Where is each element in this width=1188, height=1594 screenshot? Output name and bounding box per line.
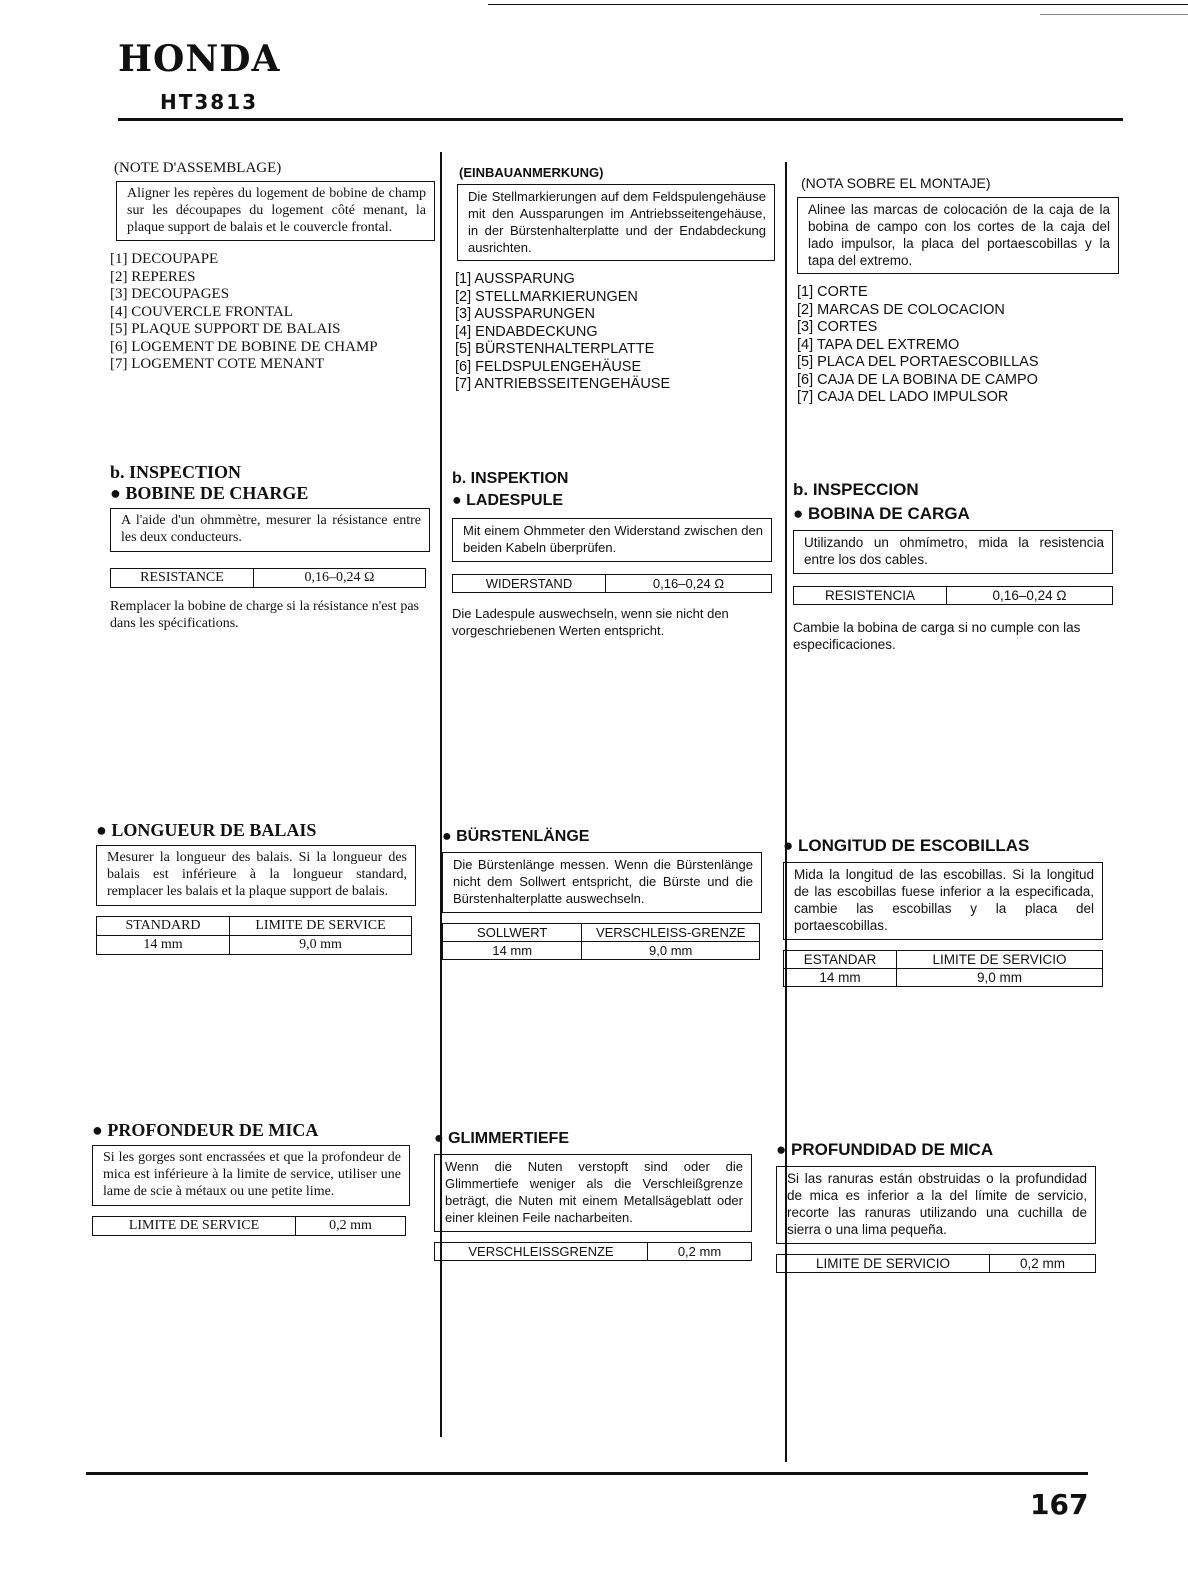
list-item: [2] MARCAS DE COLOCACION — [797, 301, 1005, 318]
brush-limit-value: 9,0 mm — [582, 942, 760, 960]
note-box: Aligner les repères du logement de bobine de champ sur les découpapes du logement côté menant, la plaque support de balais et le couvercle frontal. — [116, 181, 435, 241]
mica-table — [776, 1254, 1096, 1273]
brush-limit-label: VERSCHLEISS-GRENZE — [582, 924, 760, 942]
mica-box: Si les gorges sont encrassées et que la profondeur de mica est inférieure à la limite de service, utiliser une lame de scie à métaux ou une petite lime. — [92, 1145, 410, 1206]
column-german — [455, 165, 775, 394]
list-item: [1] AUSSPARUNG — [455, 271, 575, 287]
brush-std-label: SOLLWERT — [443, 924, 582, 942]
list-item: [4] COUVERCLE FRONTAL — [110, 303, 293, 320]
inspection-german — [452, 470, 772, 639]
note-title: (EINBAUANMERKUNG) — [459, 165, 604, 180]
brush-limit-label: LIMITE DE SERVICE — [230, 917, 412, 936]
list-item: [5] PLACA DEL PORTAESCOBILLAS — [797, 354, 1039, 370]
section-title: b. INSPECCION — [793, 480, 919, 499]
mica-table — [434, 1242, 752, 1261]
mica-table — [92, 1216, 406, 1236]
brush-title: BÜRSTENLÄNGE — [456, 828, 590, 845]
list-item: [2] REPERES — [110, 268, 196, 285]
mica-title: GLIMMERTIEFE — [448, 1130, 569, 1147]
resistance-table — [452, 574, 772, 593]
note-box: Die Stellmarkierungen auf dem Feldspulengehäuse mit den Aussparungen im Antriebsseitengehäuse, in der Bürstenhalterplatte und der Endabdeckung ausrichten. — [457, 184, 775, 261]
parts-list — [110, 251, 435, 374]
brush-title: LONGUEUR DE BALAIS — [111, 820, 317, 840]
charge-coil-heading: ● LADESPULE — [452, 492, 564, 509]
brush-box: Mida la longitud de las escobillas. Si la longitud de las escobillas fuese inferior a la especificada, cambie las escobillas y la placa del portaescobillas. — [783, 862, 1103, 940]
resistance-table — [110, 568, 426, 588]
brush-table — [442, 923, 760, 960]
list-item: [3] AUSSPARUNGEN — [455, 306, 595, 322]
inspection-spanish — [793, 480, 1113, 653]
list-item: [6] LOGEMENT DE BOBINE DE CHAMP — [110, 338, 378, 355]
mica-limit-label: LIMITE DE SERVICE — [93, 1217, 296, 1236]
list-item: [3] CORTES — [797, 319, 878, 335]
charge-coil-note: Remplacer la bobine de charge si la résistance n'est pas dans les spécifications. — [110, 599, 419, 631]
list-item: [1] DECOUPAPE — [110, 251, 219, 267]
list-item: [6] FELDSPULENGEHÄUSE — [455, 358, 642, 375]
model-number: HT3813 — [160, 90, 259, 114]
note-title: (NOTE D'ASSEMBLAGE) — [114, 160, 282, 176]
resistance-value: 0,16–0,24 Ω — [947, 587, 1113, 605]
parts-list — [455, 271, 775, 394]
resistance-value: 0,16–0,24 Ω — [254, 569, 426, 588]
mica-limit-value: 0,2 mm — [990, 1255, 1096, 1273]
brush-std-value: 14 mm — [784, 969, 897, 987]
mica-limit-label: VERSCHLEISSGRENZE — [435, 1243, 648, 1261]
charge-coil-title: BOBINA DE CARGA — [808, 504, 970, 523]
mica-limit-value: 0,2 mm — [296, 1217, 406, 1236]
brush-table — [96, 916, 412, 955]
resistance-value: 0,16–0,24 Ω — [606, 575, 772, 593]
charge-coil-note: Die Ladespule auswechseln, wenn sie nicht den vorgeschriebenen Werten entspricht. — [452, 606, 729, 638]
brush-limit-value: 9,0 mm — [230, 936, 412, 955]
list-item: [2] STELLMARKIERUNGEN — [455, 288, 638, 305]
list-item: [7] CAJA DEL LADO IMPULSOR — [797, 389, 1009, 405]
section-title: b. INSPECTION — [110, 462, 242, 482]
footer-rule — [86, 1472, 1088, 1475]
charge-coil-title: LADESPULE — [466, 492, 564, 509]
brush-heading: ● LONGITUD DE ESCOBILLAS — [783, 836, 1030, 855]
mica-title: PROFONDEUR DE MICA — [107, 1120, 319, 1140]
list-item: [7] ANTRIEBSSEITENGEHÄUSE — [455, 376, 671, 392]
charge-coil-box: Utilizando un ohmímetro, mida la resistencia entre los dos cables. — [793, 530, 1113, 574]
mica-heading: ● PROFUNDIDAD DE MICA — [776, 1140, 994, 1159]
mica-heading: ● GLIMMERTIEFE — [434, 1130, 569, 1147]
charge-coil-heading: ● BOBINE DE CHARGE — [110, 483, 309, 503]
resistance-table — [793, 586, 1113, 605]
list-item: [7] LOGEMENT COTE MENANT — [110, 356, 325, 372]
charge-coil-box: A l'aide d'un ohmmètre, mesurer la résistance entre les deux conducteurs. — [110, 508, 430, 552]
mica-german — [434, 1130, 752, 1261]
charge-coil-title: BOBINE DE CHARGE — [125, 483, 309, 503]
mica-box: Si las ranuras están obstruidas o la profundidad de mica es inferior a la del límite de servicio, recorte las ranuras utilizando una cuchilla de sierra o una lima pequeña. — [776, 1166, 1096, 1244]
list-item: [1] CORTE — [797, 284, 868, 300]
note-box: Alinee las marcas de colocación de la caja de la bobina de campo con los cortes de la caja del lado impulsor, la placa del portaescobillas y la tapa del extremo. — [797, 197, 1119, 274]
brush-spanish — [783, 836, 1103, 987]
resistance-label: WIDERSTAND — [453, 575, 606, 593]
top-scan-line-2 — [1040, 14, 1188, 15]
list-item: [4] TAPA DEL EXTREMO — [797, 336, 960, 353]
brush-german — [442, 828, 762, 960]
brush-heading: ● BÜRSTENLÄNGE — [442, 828, 590, 845]
mica-box: Wenn die Nuten verstopft sind oder die Glimmertiefe weniger als die Verschleißgrenze beträgt, die Nuten mit einem Metallsägeblatt oder einer kleinen Feile nacharbeiten. — [434, 1154, 752, 1232]
list-item: [3] DECOUPAGES — [110, 286, 230, 302]
list-item: [5] PLAQUE SUPPORT DE BALAIS — [110, 321, 341, 337]
brand-logo: HONDA — [118, 38, 281, 80]
brush-french — [96, 820, 416, 955]
brush-table — [783, 950, 1103, 987]
brush-heading: ● LONGUEUR DE BALAIS — [96, 820, 317, 840]
list-item: [5] BÜRSTENHALTERPLATTE — [455, 341, 655, 357]
parts-list — [797, 284, 1119, 407]
brush-limit-value: 9,0 mm — [897, 969, 1103, 987]
mica-french — [92, 1120, 410, 1236]
mica-limit-value: 0,2 mm — [648, 1243, 752, 1261]
inspection-french — [110, 462, 430, 632]
top-scan-line — [488, 4, 1188, 5]
charge-coil-box: Mit einem Ohmmeter den Widerstand zwischen den beiden Kabeln überprüfen. — [452, 518, 772, 562]
mica-spanish — [776, 1140, 1096, 1273]
brush-std-label: STANDARD — [97, 917, 230, 936]
list-item: [4] ENDABDECKUNG — [455, 323, 598, 340]
brush-std-value: 14 mm — [443, 942, 582, 960]
header-rule — [118, 118, 1123, 121]
brush-std-label: ESTANDAR — [784, 951, 897, 969]
mica-title: PROFUNDIDAD DE MICA — [791, 1140, 994, 1159]
mica-limit-label: LIMITE DE SERVICIO — [777, 1255, 990, 1273]
resistance-label: RESISTANCE — [111, 569, 254, 588]
resistance-label: RESISTENCIA — [794, 587, 947, 605]
charge-coil-note: Cambie la bobina de carga si no cumple con las especificaciones. — [793, 620, 1081, 652]
brush-box: Mesurer la longueur des balais. Si la longueur des balais est inférieure à la longueur standard, remplacer les balais et la plaque support de balais. — [96, 845, 416, 906]
list-item: [6] CAJA DE LA BOBINA DE CAMPO — [797, 371, 1038, 388]
note-title: (NOTA SOBRE EL MONTAJE) — [801, 175, 991, 191]
brush-title: LONGITUD DE ESCOBILLAS — [798, 836, 1030, 855]
brush-limit-label: LIMITE DE SERVICIO — [897, 951, 1103, 969]
column-spanish — [797, 175, 1119, 407]
mica-heading: ● PROFONDEUR DE MICA — [92, 1120, 319, 1140]
page-number: 167 — [1030, 1488, 1089, 1521]
brush-box: Die Bürstenlänge messen. Wenn die Bürstenlänge nicht dem Sollwert entspricht, die Bürste und die Bürstenhalterplatte auswechseln. — [442, 852, 762, 913]
charge-coil-heading: ● BOBINA DE CARGA — [793, 504, 970, 523]
brush-std-value: 14 mm — [97, 936, 230, 955]
column-french — [110, 160, 435, 374]
section-title: b. INSPEKTION — [452, 470, 569, 487]
